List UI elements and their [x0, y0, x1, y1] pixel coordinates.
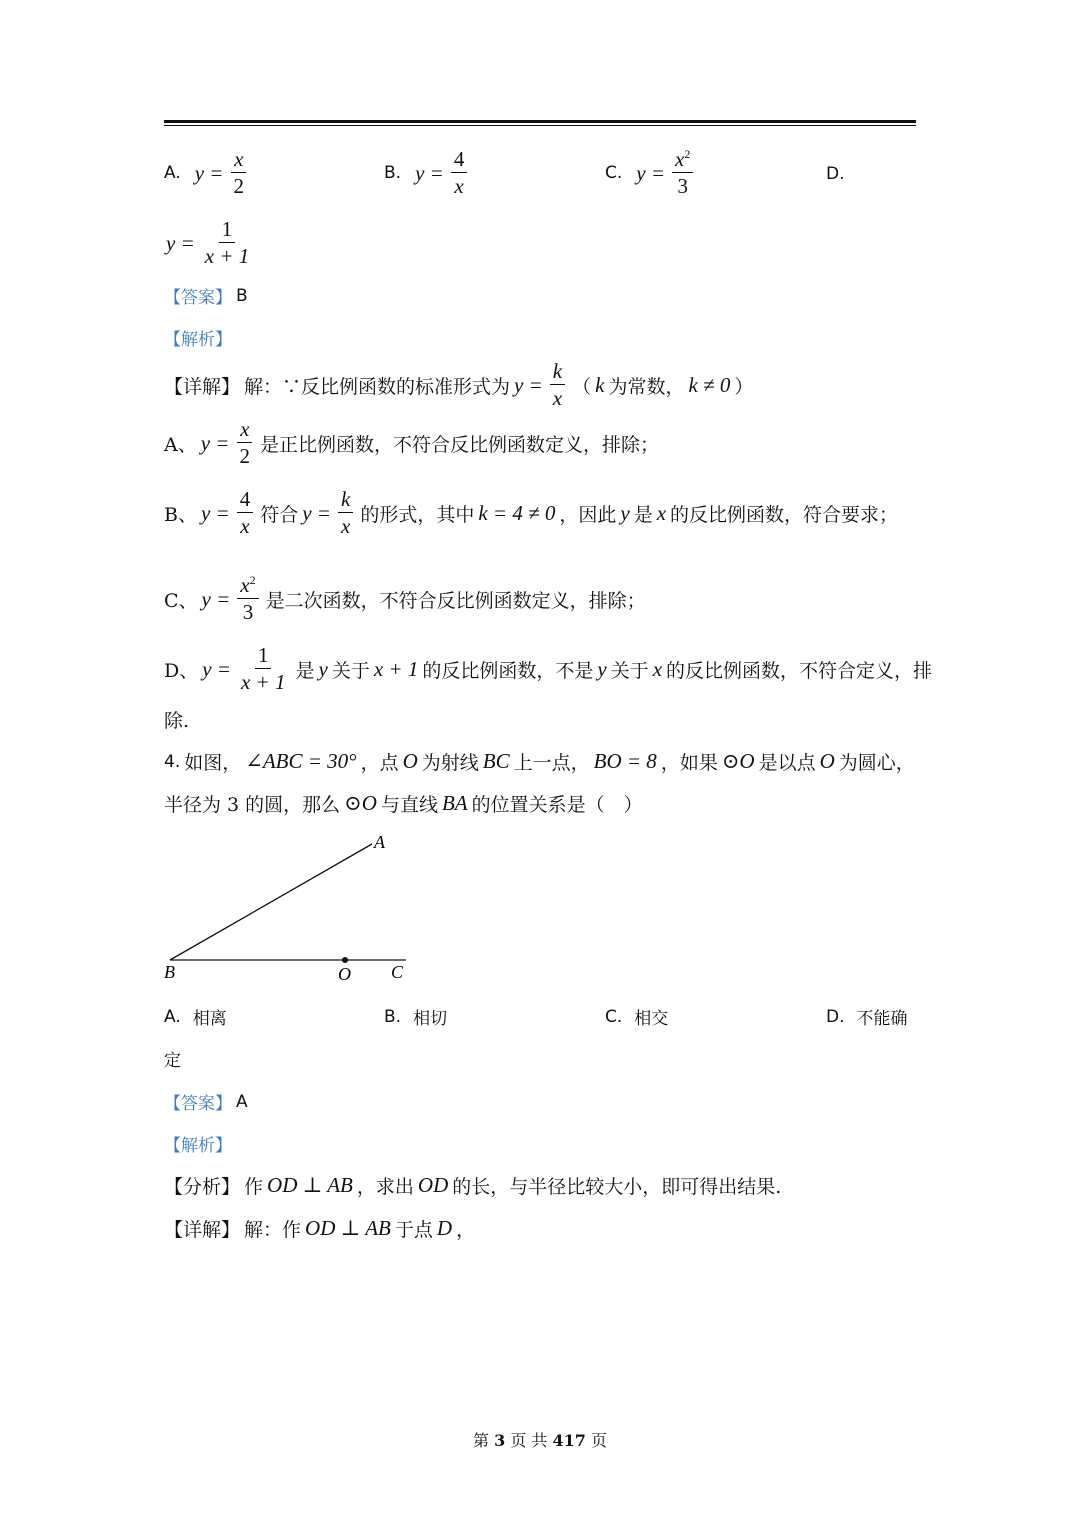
q3-option-b: B. y = $\frac{4}{x}$ [384, 148, 470, 198]
label-a: A [374, 832, 385, 852]
q4-stem-line2: 半径为 3 的圆，那么 ⊙O 与直线 BA 的位置关系是（ ） [164, 791, 643, 816]
fraction: $\frac{x}{2}$ [236, 418, 253, 468]
label-c: C [391, 962, 404, 982]
q4-figure-angle [160, 832, 420, 992]
q4-detail: 【详解】 解：作 OD ⊥ AB 于点 D ， [164, 1216, 476, 1241]
q3-item-c: C、 y = $\frac{x^2}{3}$ 是二次函数，不符合反比例函数定义，排除； [164, 573, 646, 625]
q3-option-a: A. y = $\frac{x}{2}$ [164, 148, 250, 198]
q3-option-c: C. y = $\frac{x^2}{3}$ [605, 148, 696, 198]
q4-option-d: D. 不能确 [826, 1006, 908, 1029]
q3-item-b: B、 y = $\frac{4}{x}$ 符合 y = $\frac{k}{x}$ 的形式，其中 k = 4 ≠ 0 ，因此 y 是 x 的反比例函数，符合要求； [164, 487, 899, 539]
fraction: $\frac{4}{x}$ [237, 488, 254, 538]
q3-item-d: D、 y = $\frac{1}{x + 1}$ 是 y 关于 x + 1 的反比例函数，不是 y 关于 x 的反比例函数，不符合定义，排 [164, 643, 933, 695]
ray-ba [170, 844, 372, 960]
fraction: $\frac{1}{x + 1}$ [240, 643, 286, 695]
point-o [342, 957, 348, 963]
fraction: $\frac{k}{x}$ [550, 360, 565, 410]
fraction: $\frac{4}{x}$ [451, 148, 468, 198]
q3-analysis-tag: 【解析】 [164, 330, 232, 350]
q4-option-b: B. 相切 [384, 1006, 448, 1029]
q4-analysis-tag: 【解析】 [164, 1136, 232, 1156]
q3-item-d-continued: 除. [164, 710, 190, 732]
fraction: $\frac{k}{x}$ [338, 488, 353, 538]
header-rule-thin [164, 125, 916, 126]
fraction: $\frac{1}{x + 1}$ [204, 217, 250, 269]
page-footer: 第 3 页 共 417 页 [472, 1431, 608, 1450]
q3-option-d-formula: y = $\frac{1}{x + 1}$ [166, 218, 255, 268]
q3-detail: 【详解】 解：∵反比例函数的标准形式为 y = $\frac{k}{x}$ （ k 为常数， k ≠ 0 ） [164, 359, 754, 411]
header-rule-thick [164, 120, 916, 123]
label-b: B [164, 962, 175, 982]
q4-option-d-continued: 定 [164, 1051, 181, 1071]
q3-answer: 【答案】 B [164, 285, 248, 308]
q3-item-a: A、 y = $\frac{x}{2}$ 是正比例函数，不符合反比例函数定义，排除； [164, 417, 659, 469]
q4-option-c: C. 相交 [605, 1006, 669, 1029]
label-o: O [338, 964, 351, 984]
q4-option-a: A. 相离 [164, 1006, 227, 1029]
q4-answer: 【答案】 A [164, 1091, 248, 1114]
fraction: $\frac{x^2}{3}$ [672, 148, 693, 198]
fraction: $\frac{x}{2}$ [230, 148, 247, 198]
q4-fenxi: 【分析】 作 OD ⊥ AB ，求出 OD 的长，与半径比较大小，即可得出结果. [164, 1173, 782, 1198]
fraction: $\frac{x^2}{3}$ [237, 574, 258, 624]
q4-stem-line1: 4. 如图， ∠ABC = 30° ，点 O 为射线 BC 上一点， BO = 8 ，如果 ⊙O 是以点 O 为圆心， [164, 749, 915, 774]
q3-option-d: D. [826, 164, 845, 184]
